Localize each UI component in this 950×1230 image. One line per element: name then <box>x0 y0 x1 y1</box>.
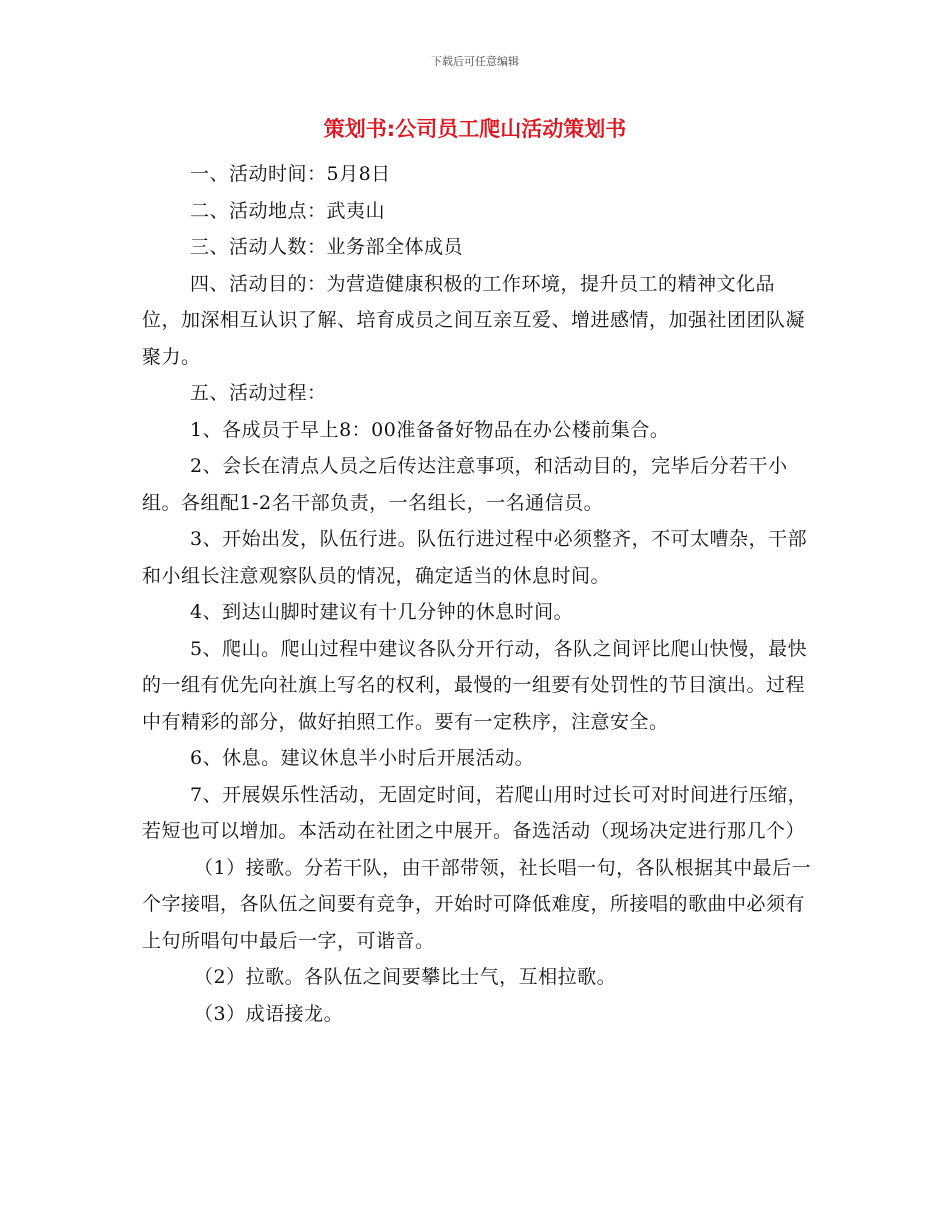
paragraph-location: 二、活动地点：武夷山 <box>190 199 386 222</box>
paragraph-participants: 三、活动人数：业务部全体成员 <box>190 236 464 258</box>
paragraph-step-7: 7、开展娱乐性活动，无固定时间，若爬山用时过长可对时间进行压缩，若短也可以增加。本活动在社团之中展开。备选活动（现场决定进行那几个） <box>142 783 808 842</box>
paragraph-activity-1: （1）接歌。分若干队，由干部带领，社长唱一句，各队根据其中最后一个字接唱，各队伍之间要有竞争，开始时可降低难度，所接唱的歌曲中必须有上句所唱句中最后一字，可谐音。 <box>142 856 812 952</box>
paragraph-step-4: 4、到达山脚时建议有十几分钟的休息时间。 <box>190 601 574 623</box>
paragraph-step-5: 5、爬山。爬山过程中建议各队分开行动，各队之间评比爬山快慢，最快的一组有优先向社旗上写名的权利，最慢的一组要有处罚性的节目演出。过程中有精彩的部分，做好拍照工作。要有一定秩序，注意安全。 <box>142 637 808 733</box>
paragraph-step-2: 2、会长在清点人员之后传达注意事项，和活动目的，完毕后分若干小组。各组配1-2名干部负责，一名组长，一名通信员。 <box>142 455 788 514</box>
paragraph-process-heading: 五、活动过程： <box>190 382 327 404</box>
paragraph-step-1: 1、各成员于早上8：00准备备好物品在办公楼前集合。 <box>190 418 670 441</box>
document-title: 策划书:公司员工爬山活动策划书 <box>323 117 627 141</box>
paragraph-step-3: 3、开始出发，队伍行进。队伍行进过程中必须整齐，不可太嘈杂，干部和小组长注意观察队员的情况，确定适当的休息时间。 <box>142 528 808 587</box>
document-body <box>142 156 812 1032</box>
page-header-note: 下载后可任意编辑 <box>431 55 519 68</box>
paragraph-step-6: 6、休息。建议休息半小时后开展活动。 <box>190 747 535 769</box>
paragraph-activity-2: （2）拉歌。各队伍之间要攀比士气，互相拉歌。 <box>194 966 617 988</box>
paragraph-time: 一、活动时间：5月8日 <box>190 163 391 185</box>
paragraph-purpose: 四、活动目的：为营造健康积极的工作环境，提升员工的精神文化品位，加深相互认识了解、培育成员之间互亲互爱、增进感情，加强社团团队凝聚力。 <box>142 272 806 368</box>
paragraph-activity-3: （3）成语接龙。 <box>194 1002 344 1025</box>
